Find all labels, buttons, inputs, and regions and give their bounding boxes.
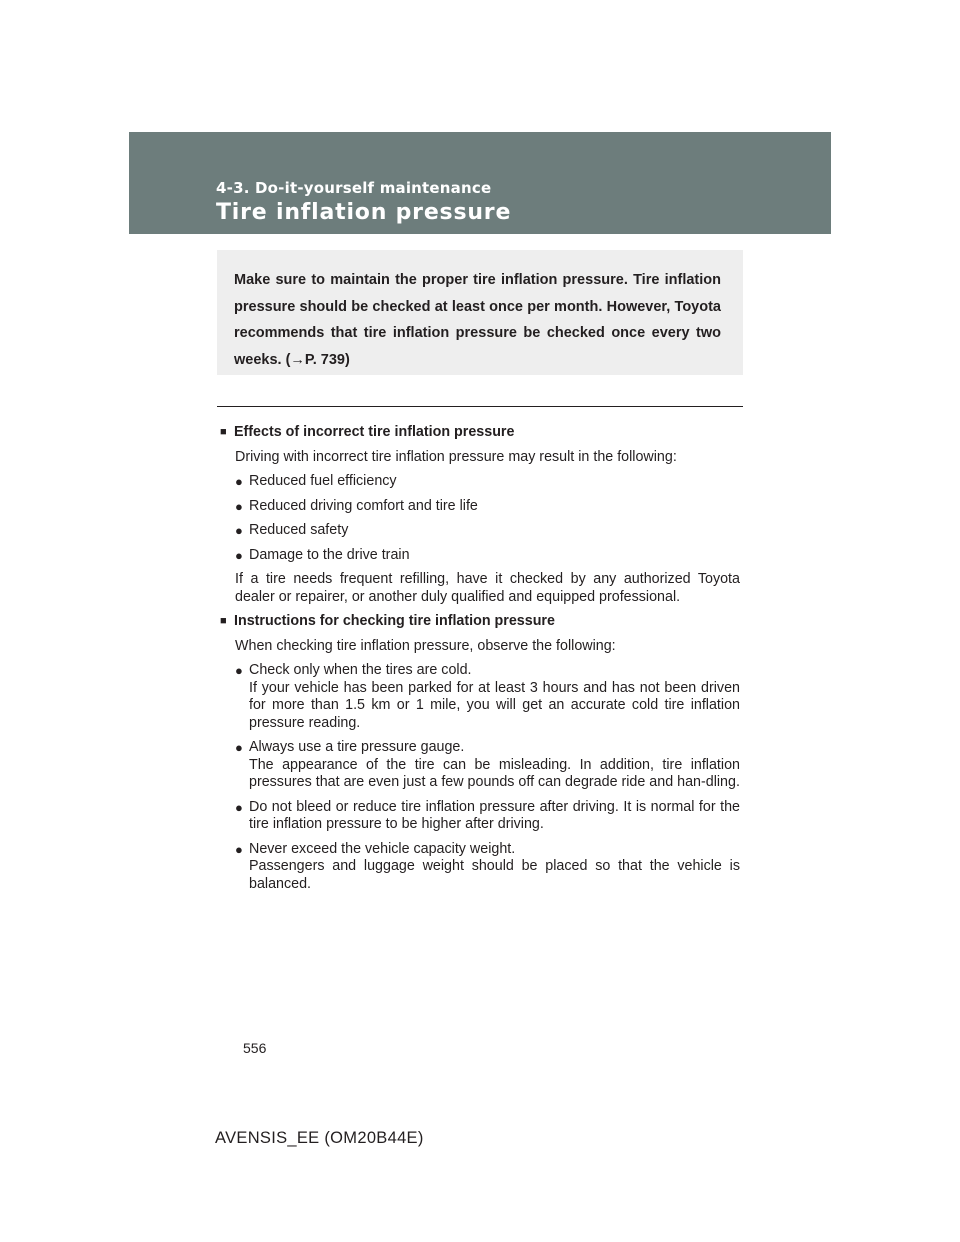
round-bullet-icon: ● — [235, 474, 243, 489]
list-item — [235, 662, 740, 732]
list-item-title: Never exceed the vehicle capacity weight. — [249, 840, 516, 857]
list-item: ● Reduced driving comfort and tire life — [235, 497, 478, 514]
round-bullet-icon: ● — [235, 799, 243, 815]
page-title: Tire inflation pressure — [216, 200, 512, 225]
round-bullet-icon: ● — [235, 523, 243, 538]
content — [220, 424, 740, 900]
list-item: ● Damage to the drive train — [235, 546, 410, 563]
round-bullet-icon: ● — [235, 663, 243, 678]
round-bullet-icon: ● — [235, 498, 243, 514]
list-item-detail: Passengers and luggage weight should be placed so that the vehicle is balanced. — [249, 858, 740, 892]
section-heading — [220, 613, 740, 631]
divider — [217, 406, 743, 407]
list-item-title: Always use a tire pressure gauge. — [249, 739, 465, 755]
list-item-detail: The appearance of the tire can be misleading. In addition, tire inflation pressures that are even just a few pounds off can degrade ride and han-dling. — [249, 756, 740, 790]
section-heading — [220, 424, 740, 442]
list-item — [235, 739, 740, 792]
section-lead: When checking tire inflation pressure, observe the following: — [235, 637, 616, 654]
section-note: If a tire needs frequent refilling, have it checked by any authorized Toyota dealer or repairer, or another duly qualified and equipped professional. — [235, 571, 740, 605]
list-item — [235, 799, 740, 834]
round-bullet-icon: ● — [235, 841, 243, 857]
list-item-detail: If your vehicle has been parked for at least 3 hours and has not been driven for more than 1.5 km or 1 mile, you will get an accurate cold tire inflation pressure reading. — [249, 679, 740, 731]
footer-code: AVENSIS_EE (OM20B44E) — [215, 1129, 424, 1147]
square-bullet-icon: ■ — [220, 426, 227, 438]
round-bullet-icon: ● — [235, 547, 243, 563]
section-heading-text: Effects of incorrect tire inflation pressure — [234, 424, 515, 440]
list-item: ● Reduced fuel efficiency — [235, 473, 397, 489]
list-item: ● Reduced safety — [235, 522, 349, 538]
intro-text: Make sure to maintain the proper tire inflation pressure. Tire inflation pressure should be checked at least once per month. However, Toyota recommends that tire inflation pressure be checked once every two weeks. (→P. 739) — [234, 272, 721, 368]
list-item — [235, 841, 740, 894]
round-bullet-icon: ● — [235, 740, 243, 755]
page-number: 556 — [243, 1040, 267, 1056]
list-item-title: Check only when the tires are cold. — [249, 662, 472, 678]
intro-box — [217, 250, 743, 375]
list-item-title: Do not bleed or reduce tire inflation pressure after driving. It is normal for the tire inflation pressure to be higher after driving. — [249, 798, 740, 832]
section-lead: Driving with incorrect tire inflation pressure may result in the following: — [235, 448, 677, 465]
section-label: 4-3. Do-it-yourself maintenance — [216, 179, 492, 197]
square-bullet-icon: ■ — [220, 615, 227, 627]
section-heading-text: Instructions for checking tire inflation pressure — [234, 613, 555, 629]
